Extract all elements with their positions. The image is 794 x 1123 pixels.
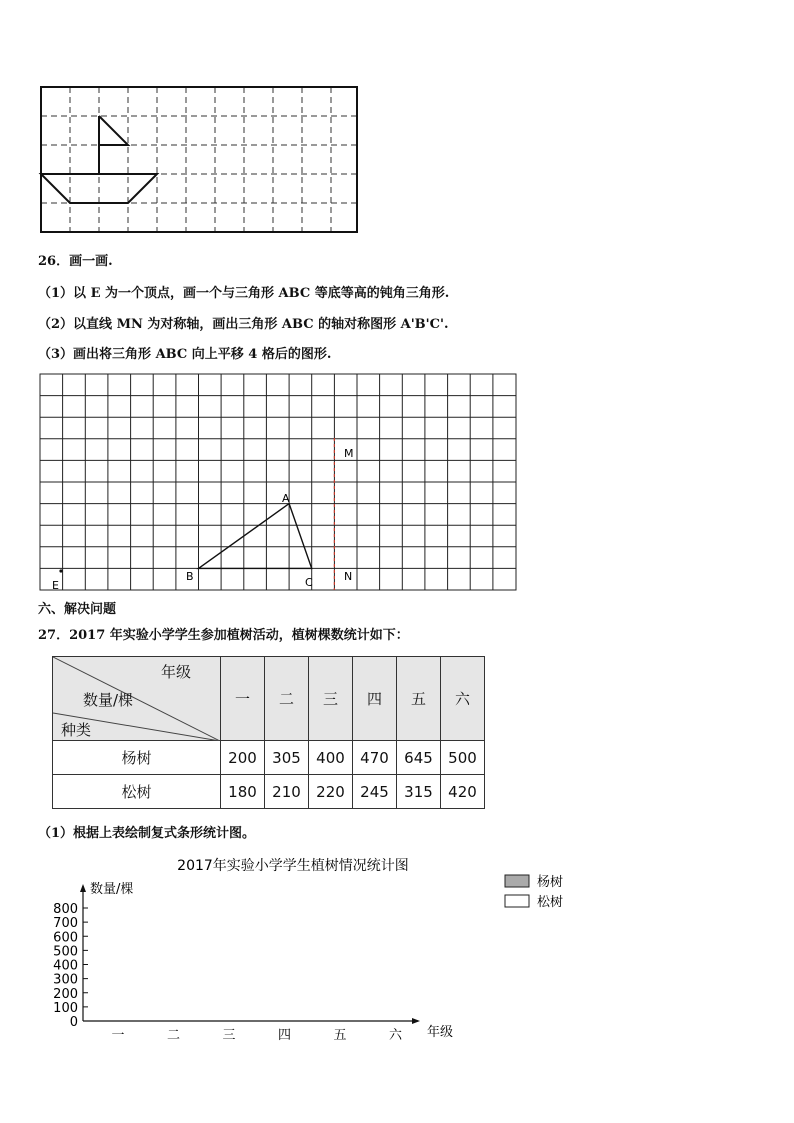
legend-swatch	[505, 875, 529, 887]
x-tick-label: 一	[111, 1028, 125, 1043]
value-cell: 305	[265, 741, 309, 775]
value-cell: 470	[353, 741, 397, 775]
y-tick-label: 400	[53, 958, 78, 974]
y-tick-label: 0	[69, 1015, 78, 1030]
q26-instruction-3: （3）画出将三角形 ABC 向上平移 4 格后的图形.	[38, 347, 332, 362]
x-axis-arrow	[412, 1018, 420, 1024]
table-corner-cell	[53, 657, 221, 741]
grade-header: 三	[309, 657, 353, 741]
legend-label: 松树	[537, 895, 564, 910]
value-cell: 420	[441, 775, 485, 809]
y-tick-label: 500	[53, 944, 78, 960]
y-tick-label: 100	[53, 1000, 78, 1016]
q26-title: 26．画一画.	[38, 254, 113, 269]
y-axis-label: 数量/棵	[90, 882, 134, 897]
tree-type-cell: 松树	[53, 775, 221, 809]
svg-text:N: N	[344, 570, 353, 583]
x-tick-label: 五	[333, 1028, 347, 1043]
grade-header: 五	[397, 657, 441, 741]
value-cell: 220	[309, 775, 353, 809]
y-tick-label: 800	[53, 902, 78, 917]
y-tick-label: 600	[53, 930, 78, 946]
x-axis-label: 年级	[427, 1025, 454, 1040]
svg-text:A: A	[282, 492, 290, 505]
value-cell: 200	[221, 741, 265, 775]
legend-label: 杨树	[537, 875, 564, 890]
grade-header: 四	[353, 657, 397, 741]
value-cell: 500	[441, 741, 485, 775]
x-tick-label: 四	[277, 1028, 292, 1043]
chart-title: 2017年实验小学学生植树情况统计图	[177, 858, 409, 874]
svg-text:E: E	[52, 579, 59, 592]
y-tick-label: 200	[53, 986, 78, 1002]
triangle-grid-figure	[38, 372, 520, 592]
value-cell: 245	[353, 775, 397, 809]
legend-swatch	[505, 895, 529, 907]
svg-text:C: C	[305, 576, 313, 589]
value-cell: 315	[397, 775, 441, 809]
svg-text:B: B	[186, 570, 194, 583]
grade-header: 二	[265, 657, 309, 741]
corner-grade-label: 年级	[161, 663, 192, 681]
corner-quantity-label: 数量/棵	[83, 691, 134, 709]
value-cell: 400	[309, 741, 353, 775]
q27-title: 27．2017 年实验小学学生参加植树活动，植树棵数统计如下：	[38, 628, 409, 643]
tree-type-cell: 杨树	[53, 741, 221, 775]
value-cell: 210	[265, 775, 309, 809]
y-tick-label: 300	[53, 972, 78, 988]
y-tick-label: 700	[53, 916, 78, 932]
section-six-title: 六、解决问题	[38, 602, 117, 617]
q26-instruction-2: （2）以直线 MN 为对称轴，画出三角形 ABC 的轴对称图形 A'B'C'.	[38, 317, 449, 332]
bar-chart	[40, 848, 600, 1048]
q26-instruction-1: （1）以 E 为一个顶点，画一个与三角形 ABC 等底等高的钝角三角形.	[38, 286, 450, 301]
value-cell: 645	[397, 741, 441, 775]
x-tick-label: 二	[166, 1028, 181, 1043]
corner-type-label: 种类	[61, 721, 92, 739]
y-axis-arrow	[80, 884, 86, 892]
table-row	[53, 741, 485, 775]
x-tick-label: 六	[388, 1028, 403, 1043]
table-row	[53, 775, 485, 809]
value-cell: 180	[221, 775, 265, 809]
boat-grid-figure	[38, 84, 362, 236]
tree-count-table	[52, 656, 485, 809]
q27-sub1: （1）根据上表绘制复式条形统计图。	[38, 826, 256, 841]
grade-header: 六	[441, 657, 485, 741]
svg-text:M: M	[344, 447, 354, 460]
x-tick-label: 三	[222, 1028, 236, 1043]
grade-header: 一	[221, 657, 265, 741]
